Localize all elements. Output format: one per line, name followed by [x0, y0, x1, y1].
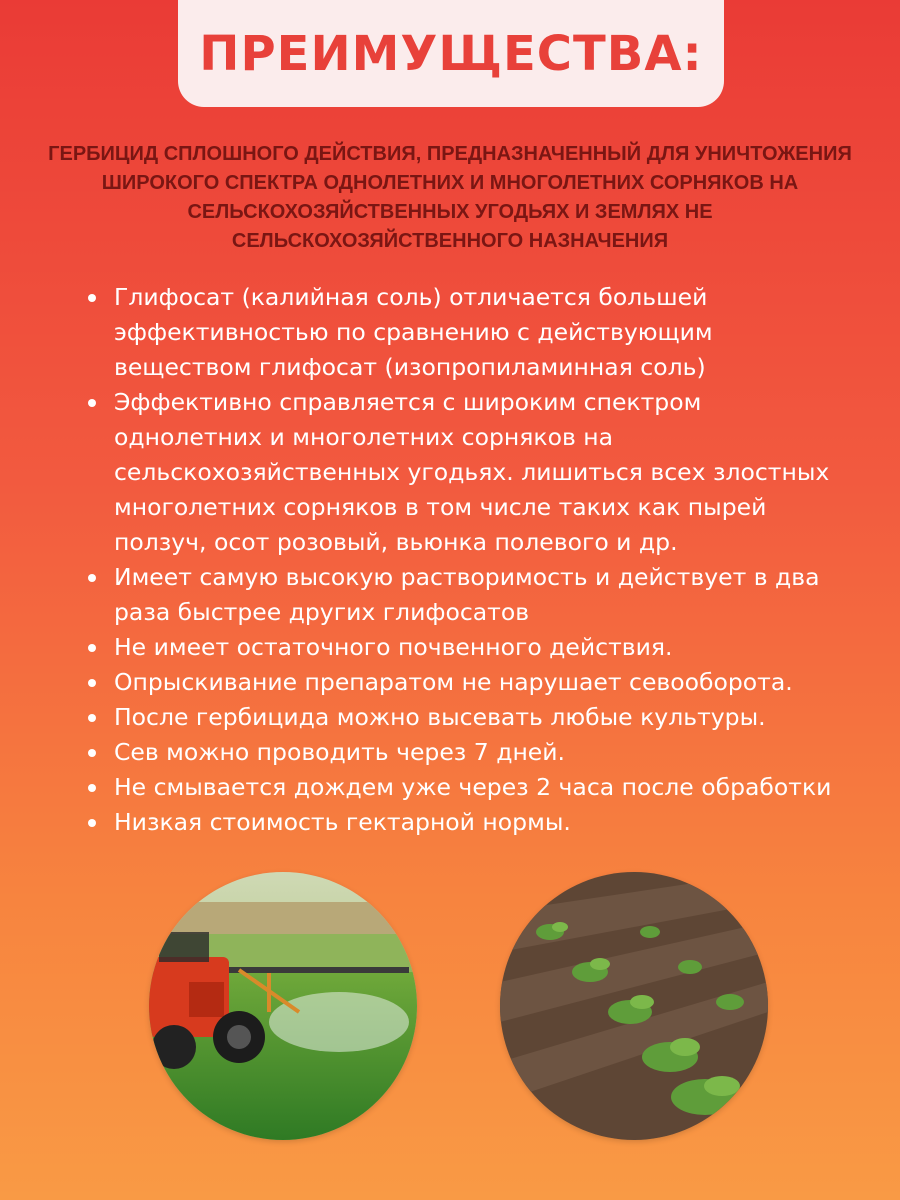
benefit-item: После гербицида можно высевать любые культуры. — [84, 700, 844, 735]
crop-seedlings-rows-photo — [500, 872, 768, 1140]
title-banner — [178, 0, 724, 107]
tractor-spraying-field-photo — [149, 872, 417, 1140]
product-description: ГЕРБИЦИД СПЛОШНОГО ДЕЙСТВИЯ, ПРЕДНАЗНАЧЕННЫЙ ДЛЯ УНИЧТОЖЕНИЯ ШИРОКОГО СПЕКТРА ОДНОЛЕТНИХ И МНОГОЛЕТНИХ СОРНЯКОВ НА СЕЛЬСКОХОЗЯЙСТВЕННЫХ УГОДЬЯХ И ЗЕМЛЯХ НЕ СЕЛЬСКОХОЗЯЙСТВЕННОГО НАЗНАЧЕНИЯ — [48, 143, 852, 252]
benefits-list — [84, 280, 844, 840]
page-title: ПРЕИМУЩЕСТВА: — [199, 25, 703, 82]
benefit-item: Имеет самую высокую растворимость и действует в два раза быстрее других глифосатов — [84, 560, 844, 630]
benefit-item: Не имеет остаточного почвенного действия. — [84, 630, 844, 665]
benefit-item: Низкая стоимость гектарной нормы. — [84, 805, 844, 840]
benefit-item: Опрыскивание препаратом не нарушает севооборота. — [84, 665, 844, 700]
benefit-item: Глифосат (калийная соль) отличается большей эффективностью по сравнению с действующим веществом глифосат (изопропиламинная соль) — [84, 280, 844, 385]
benefit-item: Не смывается дождем уже через 2 часа после обработки — [84, 770, 844, 805]
benefit-item: Эффективно справляется с широким спектром однолетних и многолетних сорняков на сельскохозяйственных угодьях. лишиться всех злостных многолетних сорняков в том числе таких как пырей ползуч, осот розовый, вьюнка полевого и др. — [84, 385, 844, 560]
benefit-item: Сев можно проводить через 7 дней. — [84, 735, 844, 770]
